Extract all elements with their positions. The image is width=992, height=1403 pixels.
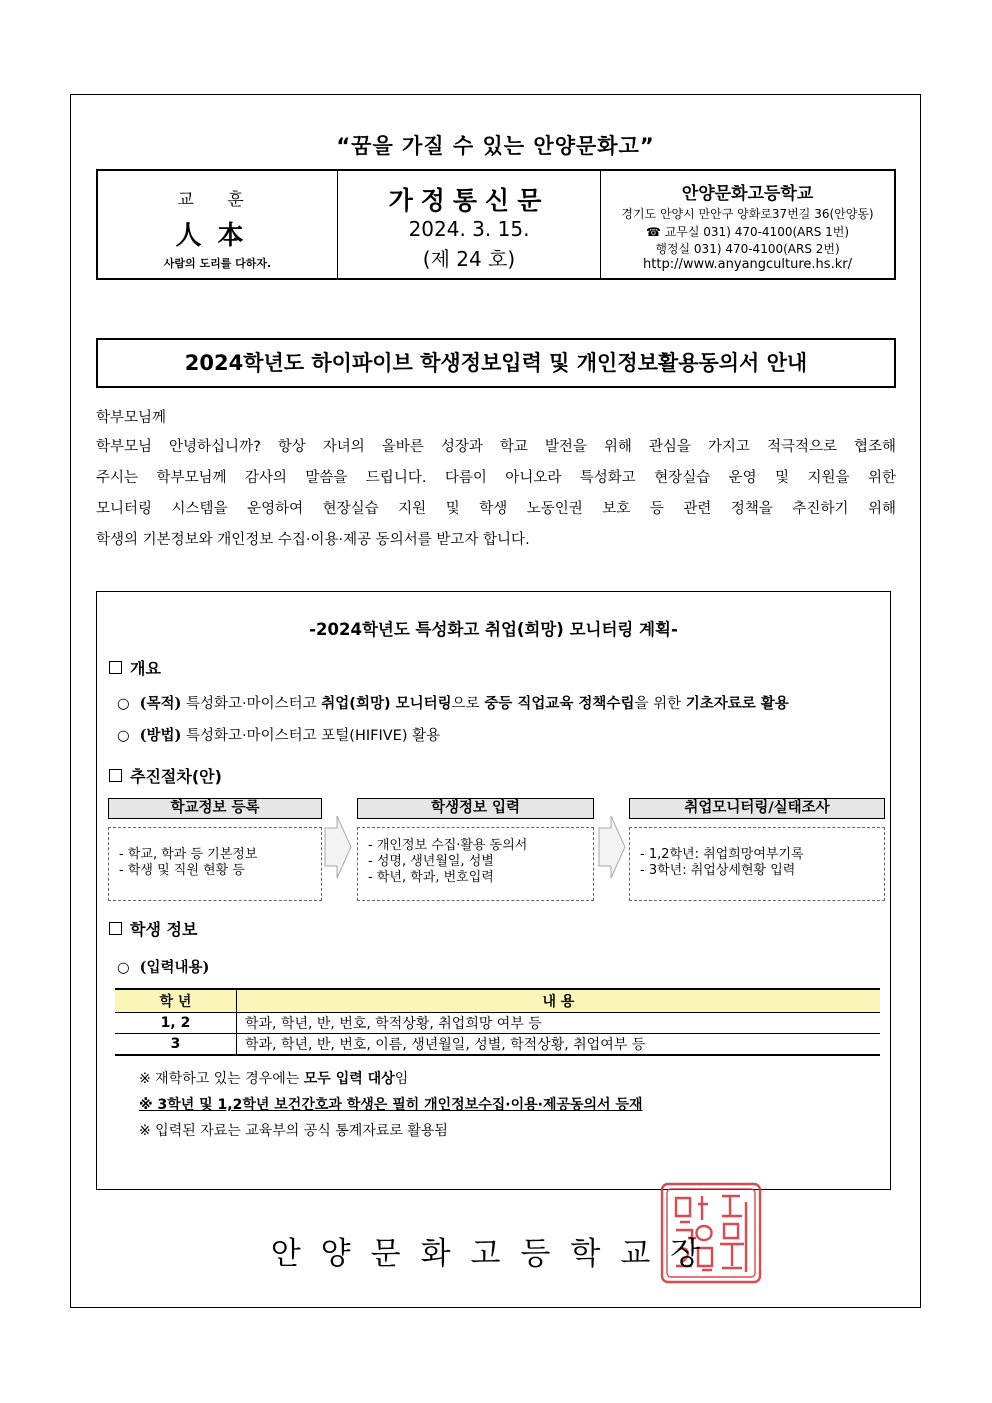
purpose-emphasis: 기초자료로 활용 <box>685 696 789 712</box>
student-info-heading-label: 학생 정보 <box>130 920 198 939</box>
table-cell-content: 학과, 학년, 반, 번호, 이름, 생년월일, 성별, 학적상황, 취업여부 등 <box>237 1034 881 1056</box>
circle-bullet-icon: ○ <box>117 728 130 744</box>
checkbox-icon <box>109 769 122 782</box>
office-phone: ☎ 교무실 031) 470-4100(ARS 1번) <box>645 225 850 239</box>
newsletter-info-cell <box>338 171 601 278</box>
step-1-title: 학교정보 등록 <box>108 798 322 819</box>
input-content-item <box>117 956 209 977</box>
step-3-title: 취업모니터링/실태조사 <box>629 798 885 819</box>
admin-phone: 행정실 031) 470-4100(ARS 2번) <box>655 242 840 256</box>
school-address: 경기도 안양시 만안구 양화로37번길 36(안양동) <box>621 207 874 221</box>
table-header: 학 년 <box>115 989 237 1013</box>
step-1-box <box>108 827 322 901</box>
plan-title: -2024학년도 특성화고 취업(희망) 모니터링 계획- <box>309 620 678 639</box>
purpose-emphasis: 중등 직업교육 정책수립 <box>484 696 635 712</box>
step-3-box <box>629 827 885 901</box>
purpose-label: (목적) <box>139 695 182 712</box>
school-slogan: “꿈을 가질 수 있는 안양문화고” <box>336 134 655 158</box>
student-info-heading <box>109 917 197 940</box>
note-statistics: ※ 입력된 자료는 교육부의 공식 통계자료로 활용됨 <box>139 1123 448 1139</box>
table-header-row <box>115 989 880 1013</box>
circle-bullet-icon: ○ <box>117 696 130 712</box>
step-item: - 성명, 생년월일, 성별 <box>368 854 494 869</box>
table-cell-content: 학과, 학년, 반, 번호, 학적상황, 취업희망 여부 등 <box>237 1013 881 1034</box>
school-motto-cell <box>98 171 338 278</box>
step-item: - 학교, 학과 등 기본정보 <box>119 847 258 862</box>
step-item: - 학생 및 직원 현황 등 <box>119 863 245 878</box>
purpose-text: 으로 <box>451 696 485 712</box>
purpose-emphasis: 취업(희망) 모니터링 <box>321 696 452 712</box>
procedure-heading-label: 추진절차(안) <box>130 767 222 786</box>
note-text: ※ 재학하고 있는 경우에는 <box>139 1071 304 1087</box>
school-motto-label: 교 훈 <box>177 190 258 210</box>
step-item: - 1,2학년: 취업희망여부기록 <box>640 847 804 862</box>
note-text: 임 <box>394 1071 409 1087</box>
body-line: 학생의 기본정보와 개인정보 수집·이용·제공 동의서를 받고자 합니다. <box>96 532 530 548</box>
note-emphasis: 모두 입력 대상 <box>303 1071 395 1087</box>
overview-heading <box>109 656 161 679</box>
body-line: 주시는 학부모님께 감사의 말씀을 드립니다. 다름이 아니오라 특성화고 현장실습 운영 및 지원을 위한 <box>96 470 896 486</box>
input-content-label: (입력내용) <box>139 959 210 976</box>
step-item: - 3학년: 취업상세현황 입력 <box>640 863 796 878</box>
note-enrolled <box>139 1068 408 1088</box>
newsletter-issue: (제 24 호) <box>422 247 516 271</box>
method-text: 특성화고·마이스터고 포털(HIFIVE) 활용 <box>181 728 441 744</box>
school-motto-subtitle: 사람의 도리를 다하자. <box>163 257 272 270</box>
step-item: - 개인정보 수집·활용 동의서 <box>368 838 528 853</box>
checkbox-icon <box>109 922 122 935</box>
newsletter-date: 2024. 3. 15. <box>408 217 530 241</box>
arrow-right-icon <box>323 814 353 880</box>
overview-heading-label: 개요 <box>130 659 161 678</box>
principal-signature: 안양문화고등학교장 <box>270 1236 721 1272</box>
purpose-text: 특성화고·마이스터고 <box>181 696 322 712</box>
purpose-text: 을 위한 <box>634 696 686 712</box>
newsletter-title: 가정통신문 <box>388 186 550 215</box>
school-contact-cell <box>601 171 894 278</box>
method-label: (방법) <box>139 727 182 744</box>
step-item: - 학년, 학과, 번호입력 <box>368 870 494 885</box>
student-info-table <box>115 988 880 1056</box>
purpose-item <box>117 692 789 713</box>
circle-bullet-icon: ○ <box>117 960 130 976</box>
arrow-right-icon <box>597 814 627 880</box>
method-item <box>117 724 440 745</box>
body-paragraph <box>96 432 896 556</box>
school-url[interactable]: http://www.anyangculture.hs.kr/ <box>643 257 852 272</box>
table-row <box>115 1013 880 1034</box>
school-name: 안양문화고등학교 <box>681 184 814 204</box>
table-cell-grade: 3 <box>115 1034 237 1056</box>
step-2-box <box>357 827 594 901</box>
note-consent-required: ※ 3학년 및 1,2학년 보건간호과 학생은 필히 개인정보수집·이용·제공동의서 등재 <box>139 1097 643 1113</box>
checkbox-icon <box>109 661 122 674</box>
table-header: 내 용 <box>237 989 881 1013</box>
table-cell-grade: 1, 2 <box>115 1013 237 1034</box>
body-line: 모니터링 시스템을 운영하여 현장실습 지원 및 학생 노동인권 보호 등 관련 정책을 추진하기 위해 <box>96 501 896 517</box>
procedure-heading <box>109 764 222 787</box>
greeting: 학부모님께 <box>96 410 167 426</box>
newsletter-header <box>96 169 896 280</box>
monitoring-plan-box <box>96 591 891 1190</box>
table-row <box>115 1034 880 1056</box>
step-2-title: 학생정보 입력 <box>357 798 594 819</box>
body-line: 학부모님 안녕하십니까? 항상 자녀의 올바른 성장과 학교 발전을 위해 관심을 가지고 적극적으로 협조해 <box>96 439 896 455</box>
school-motto: 人本 <box>175 221 260 251</box>
document-title: 2024학년도 하이파이브 학생정보입력 및 개인정보활용동의서 안내 <box>96 338 896 388</box>
